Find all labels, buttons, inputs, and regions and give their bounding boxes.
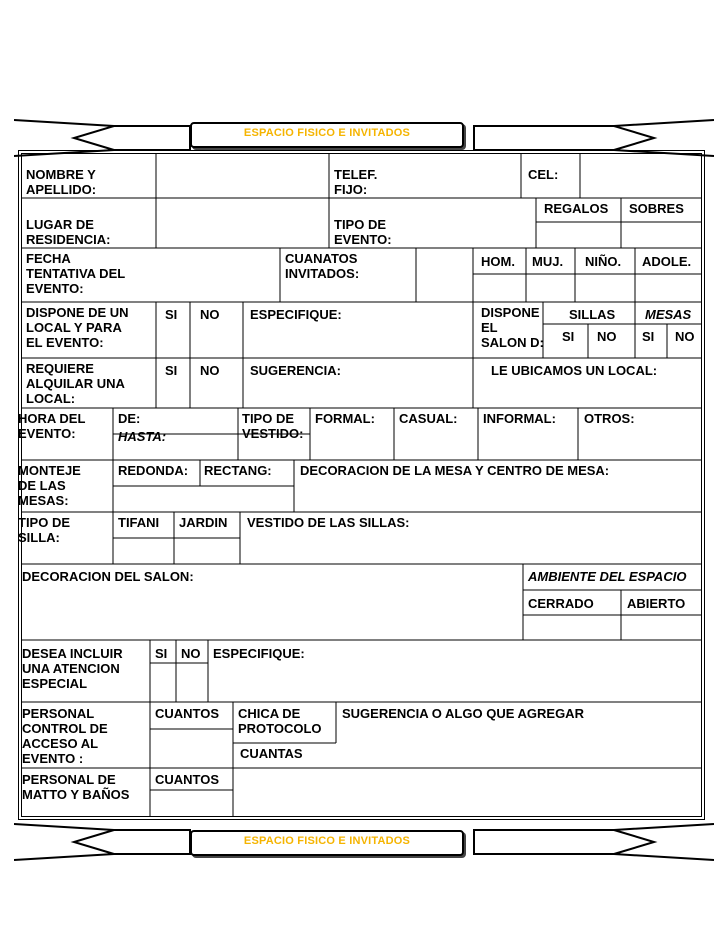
- personal-control-label: PERSONAL CONTROL DE ACCESO AL EVENTO :: [22, 706, 108, 766]
- no-label-2: NO: [200, 363, 220, 378]
- si-label-sillas: SI: [562, 329, 575, 344]
- tifani-label: TIFANI: [118, 515, 160, 530]
- top-banner-text: ESPACIO FISICO E INVITADOS: [243, 127, 411, 139]
- decoracion-salon-label: DECORACION DEL SALON:: [22, 569, 194, 584]
- no-label-1: NO: [200, 307, 220, 322]
- sillas-label: SILLAS: [569, 307, 616, 322]
- redonda-label: REDONDA:: [118, 463, 189, 478]
- muj-label: MUJ.: [532, 254, 564, 269]
- cerrado-label: CERRADO: [528, 596, 594, 611]
- sugerencia-label: SUGERENCIA:: [250, 363, 342, 378]
- vestido-sillas-label: VESTIDO DE LAS SILLAS:: [247, 515, 410, 530]
- cuantas-label: CUANTAS: [240, 746, 303, 761]
- decoracion-mesa-label: DECORACION DE LA MESA Y CENTRO DE MESA:: [300, 463, 610, 478]
- no-label-3: NO: [181, 646, 201, 661]
- tipo-silla-label: TIPO DE SILLA:: [18, 515, 71, 545]
- top-banner: [190, 122, 464, 148]
- hasta-label: HASTA:: [118, 429, 167, 444]
- abierto-label: ABIERTO: [627, 596, 686, 611]
- tipo-evento-label: TIPO DE EVENTO:: [334, 217, 392, 247]
- mesas-label: MESAS: [645, 307, 692, 322]
- rectang-label: RECTANG:: [204, 463, 272, 478]
- especifique-label-2: ESPECIFIQUE:: [213, 646, 305, 661]
- casual-label: CASUAL:: [399, 411, 458, 426]
- otros-label: OTROS:: [584, 411, 635, 426]
- requiere-label: REQUIERE ALQUILAR UNA LOCAL:: [26, 361, 125, 406]
- jardin-label: JARDIN: [179, 515, 228, 530]
- le-ubicamos-label: LE UBICAMOS UN LOCAL:: [491, 363, 658, 378]
- nino-label: NIÑO.: [585, 254, 622, 269]
- formal-label: FORMAL:: [315, 411, 375, 426]
- monteje-label: MONTEJE DE LAS MESAS:: [18, 463, 81, 508]
- especifique-label: ESPECIFIQUE:: [250, 307, 342, 322]
- cuantos-label-1: CUANTOS: [155, 706, 220, 721]
- cuantos-label-2: CUANTOS: [155, 772, 220, 787]
- lugar-residencia-label: LUGAR DE RESIDENCIA:: [26, 217, 111, 247]
- no-label-mesas: NO: [675, 329, 695, 344]
- ambiente-espacio-label: AMBIENTE DEL ESPACIO: [528, 569, 687, 584]
- sobres-label: SOBRES: [629, 201, 684, 216]
- chica-protocolo-label: CHICA DE PROTOCOLO: [238, 706, 322, 736]
- si-label-mesas: SI: [642, 329, 655, 344]
- bottom-banner-text: ESPACIO FISICO E INVITADOS: [243, 835, 411, 847]
- desea-incluir-label: DESEA INCLUIR UNA ATENCION ESPECIAL: [22, 646, 123, 691]
- cuanatos-invitados-label: CUANATOS INVITADOS:: [285, 251, 360, 281]
- cel-label: CEL:: [528, 167, 559, 182]
- nombre-label: NOMBRE Y APELLIDO:: [26, 167, 97, 197]
- adole-label: ADOLE.: [642, 254, 692, 269]
- informal-label: INFORMAL:: [483, 411, 556, 426]
- personal-matto-label: PERSONAL DE MATTO Y BAÑOS: [22, 772, 130, 802]
- hora-evento-label: HORA DEL EVENTO:: [18, 411, 86, 441]
- fecha-label: FECHA TENTATIVA DEL EVENTO:: [26, 251, 126, 296]
- tipo-vestido-label: TIPO DE VESTIDO:: [242, 411, 304, 441]
- bottom-banner: [190, 830, 464, 856]
- dispone-local-label: DISPONE DE UN LOCAL Y PARA EL EVENTO:: [26, 305, 129, 350]
- event-form: [18, 150, 705, 820]
- si-label-1: SI: [165, 307, 178, 322]
- sugerencia-agregar-label: SUGERENCIA O ALGO QUE AGREGAR: [342, 706, 584, 721]
- si-label-2: SI: [165, 363, 178, 378]
- si-label-3: SI: [155, 646, 168, 661]
- dispone-salon-label: DISPONE EL SALON D:: [481, 305, 544, 350]
- de-label: DE:: [118, 411, 141, 426]
- hom-label: HOM.: [481, 254, 515, 269]
- no-label-sillas: NO: [597, 329, 617, 344]
- telef-label: TELEF. FIJO:: [334, 167, 378, 197]
- regalos-label: REGALOS: [544, 201, 609, 216]
